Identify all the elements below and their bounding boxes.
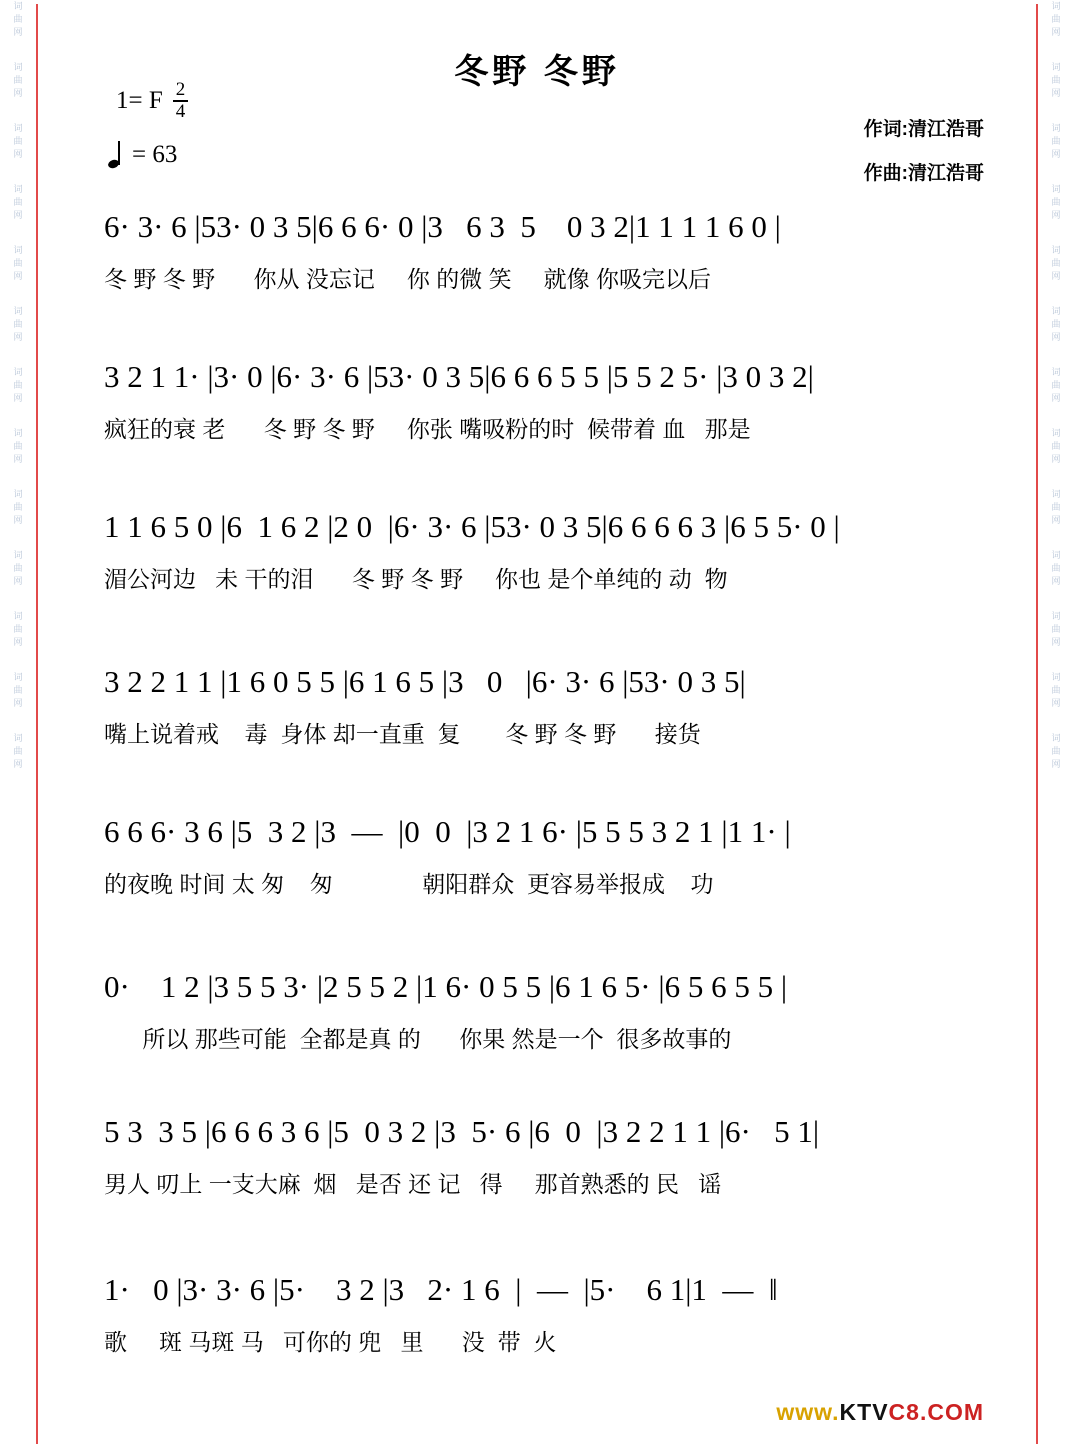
watermark-block: 词 曲 网	[13, 62, 23, 98]
music-system-6	[104, 969, 1024, 1061]
watermark-block: 词 曲 网	[1051, 306, 1061, 342]
lyrics-line: 湄公河边 未 干的泪 冬 野 冬 野 你也 是个单纯的 动 物	[104, 566, 728, 592]
watermark-block: 词 曲 网	[1051, 550, 1061, 586]
notes-line: 3 2 2 1 1 |1 6 0 5 5 |6 1 6 5 |3 0 |6· 3· 6 |53· 0 3 5|	[104, 664, 746, 699]
watermark-block: 词 曲 网	[13, 245, 23, 281]
watermark-block: 词 曲 网	[13, 306, 23, 342]
watermark-block: 词 曲 网	[13, 733, 23, 769]
lyrics-line: 所以 那些可能 全都是真 的 你果 然是一个 很多故事的	[104, 1026, 732, 1052]
notes-line: 3 2 1 1· |3· 0 |6· 3· 6 |53· 0 3 5|6 6 6 5 5 |5 5 2 5· |3 0 3 2|	[104, 359, 814, 394]
watermark-right	[1038, 0, 1074, 1448]
lyricist-label: 作词:清江浩哥	[863, 119, 984, 140]
music-system-3	[104, 509, 1024, 601]
watermark-block: 词 曲 网	[1051, 245, 1061, 281]
watermark-block: 词 曲 网	[1051, 611, 1061, 647]
watermark-block: 词 曲 网	[13, 611, 23, 647]
notes-line: 1 1 6 5 0 |6 1 6 2 |2 0 |6· 3· 6 |53· 0 3 5|6 6 6 6 3 |6 5 5· 0 |	[104, 509, 840, 544]
time-signature-denominator: 4	[175, 100, 186, 122]
watermark-block: 词 曲 网	[1051, 367, 1061, 403]
watermark-block: 词 曲 网	[13, 489, 23, 525]
notes-line: 6 6 6· 3 6 |5 3 2 |3 — |0 0 |3 2 1 6· |5 5 5 3 2 1 |1 1· |	[104, 814, 791, 849]
lyrics-line: 歌 斑 马斑 马 可你的 兜 里 没 带 火	[104, 1329, 557, 1355]
watermark-block: 词 曲 网	[13, 672, 23, 708]
tempo-marking	[108, 140, 177, 170]
footer-url-c8: C8.COM	[888, 1399, 984, 1425]
watermark-block: 词 曲 网	[13, 550, 23, 586]
composer-label: 作曲:清江浩哥	[863, 163, 984, 184]
music-system-2	[104, 359, 1024, 451]
watermark-block: 词 曲 网	[1051, 489, 1061, 525]
watermark-block: 词 曲 网	[1051, 733, 1061, 769]
lyrics-line: 冬 野 冬 野 你从 没忘记 你 的微 笑 就像 你吸完以后	[104, 266, 711, 292]
watermark-block: 词 曲 网	[13, 367, 23, 403]
footer-website	[776, 1399, 984, 1426]
notes-line: 1· 0 |3· 3· 6 |5· 3 2 |3 2· 1 6 | — |5· 6 1|1 — ‖	[104, 1272, 778, 1307]
key-signature	[116, 80, 188, 122]
watermark-block: 词 曲 网	[1051, 428, 1061, 464]
credits	[864, 108, 984, 196]
watermark-block: 词 曲 网	[13, 123, 23, 159]
lyrics-line: 的夜晚 时间 太 匆 匆 朝阳群众 更容易举报成 功	[104, 871, 714, 897]
footer-url-www: www.	[776, 1399, 840, 1425]
tempo-label: = 63	[132, 141, 178, 168]
lyrics-line: 嘴上说着戒 毒 身体 却一直重 复 冬 野 冬 野 接货	[104, 721, 701, 747]
lyrics-line: 疯狂的衰 老 冬 野 冬 野 你张 嘴吸粉的时 候带着 血 那是	[104, 416, 751, 442]
watermark-block: 词 曲 网	[1051, 672, 1061, 708]
time-signature	[173, 80, 189, 122]
key-signature-label: 1= F	[116, 86, 163, 114]
notes-line: 0· 1 2 |3 5 5 3· |2 5 5 2 |1 6· 0 5 5 |6 1 6 5· |6 5 6 5 5 |	[104, 969, 788, 1004]
time-signature-numerator: 2	[173, 80, 189, 102]
music-system-8	[104, 1272, 1024, 1364]
watermark-block: 词 曲 网	[1051, 123, 1061, 159]
notes-line: 6· 3· 6 |53· 0 3 5|6 6 6· 0 |3 6 3 5 0 3 2|1 1 1 1 6 0 |	[104, 209, 781, 244]
watermark-block: 词 曲 网	[1051, 62, 1061, 98]
notes-line: 5 3 3 5 |6 6 6 3 6 |5 0 3 2 |3 5· 6 |6 0 |3 2 2 1 1 |6· 5 1|	[104, 1114, 820, 1149]
music-system-7	[104, 1114, 1024, 1206]
lyrics-line: 男人 叨上 一支大麻 烟 是否 还 记 得 那首熟悉的 民 谣	[104, 1171, 722, 1197]
watermark-block: 词 曲 网	[13, 184, 23, 220]
watermark-block: 词 曲 网	[1051, 1, 1061, 37]
page-title: 冬野 冬野	[454, 53, 620, 91]
music-system-1	[104, 209, 1024, 301]
music-system-5	[104, 814, 1024, 906]
music-system-4	[104, 664, 1024, 756]
watermark-block: 词 曲 网	[1051, 184, 1061, 220]
footer-url-ktv: KTV	[839, 1399, 889, 1425]
score-sheet	[36, 4, 1038, 1444]
quarter-note-icon	[108, 140, 124, 170]
watermark-left	[0, 0, 36, 1448]
watermark-block: 词 曲 网	[13, 1, 23, 37]
watermark-block: 词 曲 网	[13, 428, 23, 464]
